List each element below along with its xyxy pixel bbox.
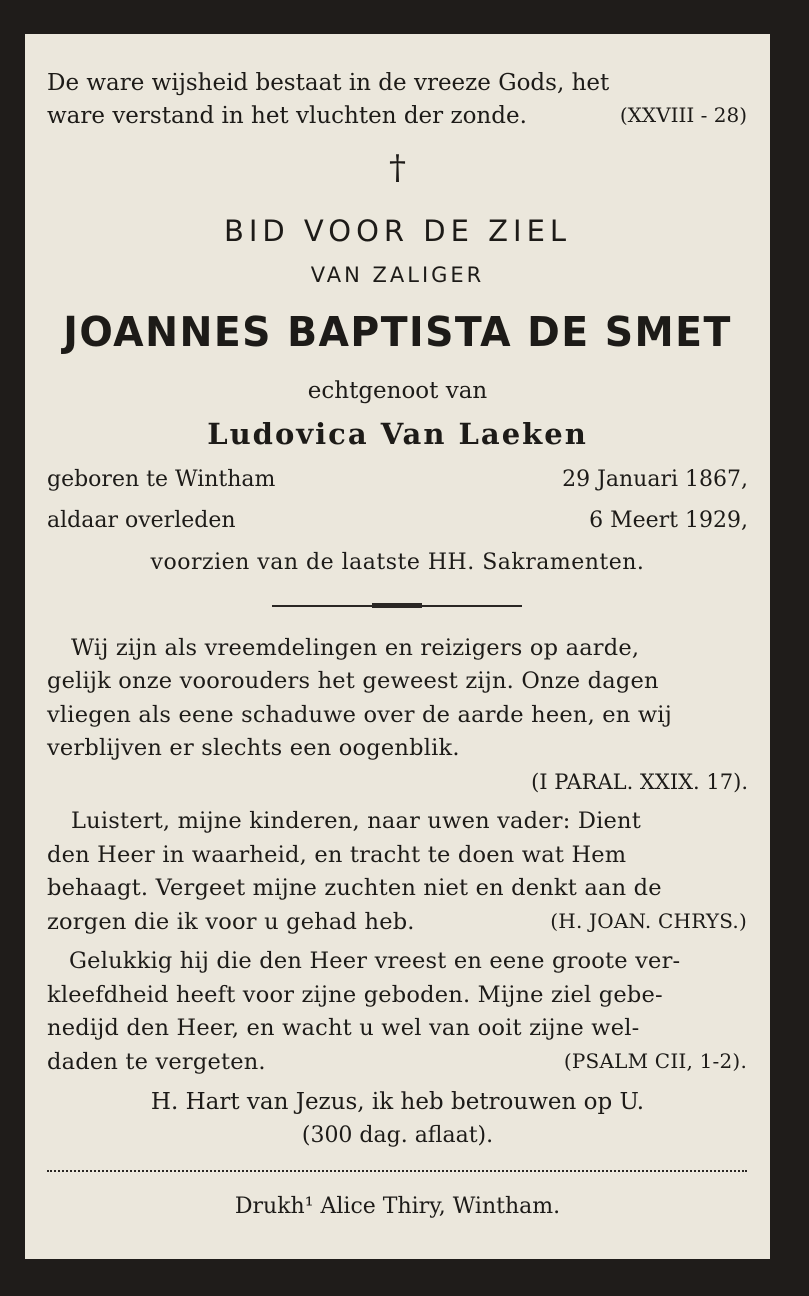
- verse3-line-4: [47, 1049, 747, 1075]
- header-quote-line-2: [47, 103, 747, 129]
- verse2-last-text: zorgen die ik voor u gehad heb.: [47, 909, 415, 935]
- spouse-name: Ludovica Van Laeken: [207, 417, 588, 451]
- verse3-line-3: nedijd den Heer, en wacht u wel van ooit zijne wel-: [47, 1015, 640, 1041]
- verse1-line-1: [47, 635, 747, 661]
- death-label: aldaar overleden: [47, 508, 236, 533]
- header-quote-line-1-text: De ware wijsheid bestaat in de vreeze Gods, het: [47, 70, 610, 96]
- verse3-line-2: kleefdheid heeft voor zijne geboden. Mijne ziel gebe-: [47, 982, 663, 1008]
- verse2-reference: (H. JOAN. CHRYS.): [550, 909, 747, 933]
- printer-credit: Drukh¹ Alice Thiry, Wintham.: [234, 1194, 561, 1219]
- deceased-name: JOANNES BAPTISTA DE SMET: [63, 308, 732, 356]
- sacraments-line: voorzien van de laatste HH. Sakramenten.: [150, 550, 645, 575]
- ornamental-divider-center: [372, 603, 422, 608]
- verse1-line-4: verblijven er slechts een oogenblik.: [47, 735, 460, 761]
- card-paper: [25, 34, 770, 1259]
- prayer-subheading: VAN ZALIGER: [310, 263, 485, 287]
- death-date: 6 Meert 1929,: [589, 508, 748, 533]
- header-quote-line-2-text: ware verstand in het vluchten der zonde.: [47, 103, 527, 129]
- verse1-line-3: vliegen als eene schaduwe over de aarde heen, en wij: [47, 702, 672, 728]
- verse2-line-4: [47, 909, 747, 935]
- verse3-reference: (PSALM CII, 1-2).: [563, 1049, 747, 1073]
- verse2-line-2: den Heer in waarheid, en tracht te doen wat Hem: [47, 842, 627, 868]
- birth-label: geboren te Wintham: [47, 467, 276, 492]
- verse3-last-text: daden te vergeten.: [47, 1049, 266, 1075]
- prayer-heading: BID VOOR DE ZIEL: [223, 214, 572, 248]
- verse1-line-1-text: Wij zijn als vreemdelingen en reizigers op aarde,: [71, 635, 640, 661]
- invocation-line-2: (300 dag. aflaat).: [301, 1123, 494, 1148]
- verse2-line-3: behaagt. Vergeet mijne zuchten niet en denkt aan de: [47, 875, 662, 901]
- header-quote-reference: (XXVIII - 28): [619, 103, 747, 127]
- verse1-reference: (I PARAL. XXIX. 17).: [531, 770, 748, 794]
- header-quote-line-1: [47, 70, 747, 96]
- invocation-line-1: H. Hart van Jezus, ik heb betrouwen op U.: [150, 1089, 645, 1115]
- verse1-line-2: gelijk onze voorouders het geweest zijn. Onze dagen: [47, 668, 659, 694]
- birth-date: 29 Januari 1867,: [562, 467, 748, 492]
- footer-dotted-divider: [47, 1170, 747, 1172]
- spouse-intro: echtgenoot van: [307, 378, 488, 404]
- cross-icon: †: [389, 148, 406, 188]
- verse2-line-1: Luistert, mijne kinderen, naar uwen vader: Dient: [71, 808, 641, 834]
- verse3-line-1: Gelukkig hij die den Heer vreest en eene groote ver-: [69, 948, 681, 974]
